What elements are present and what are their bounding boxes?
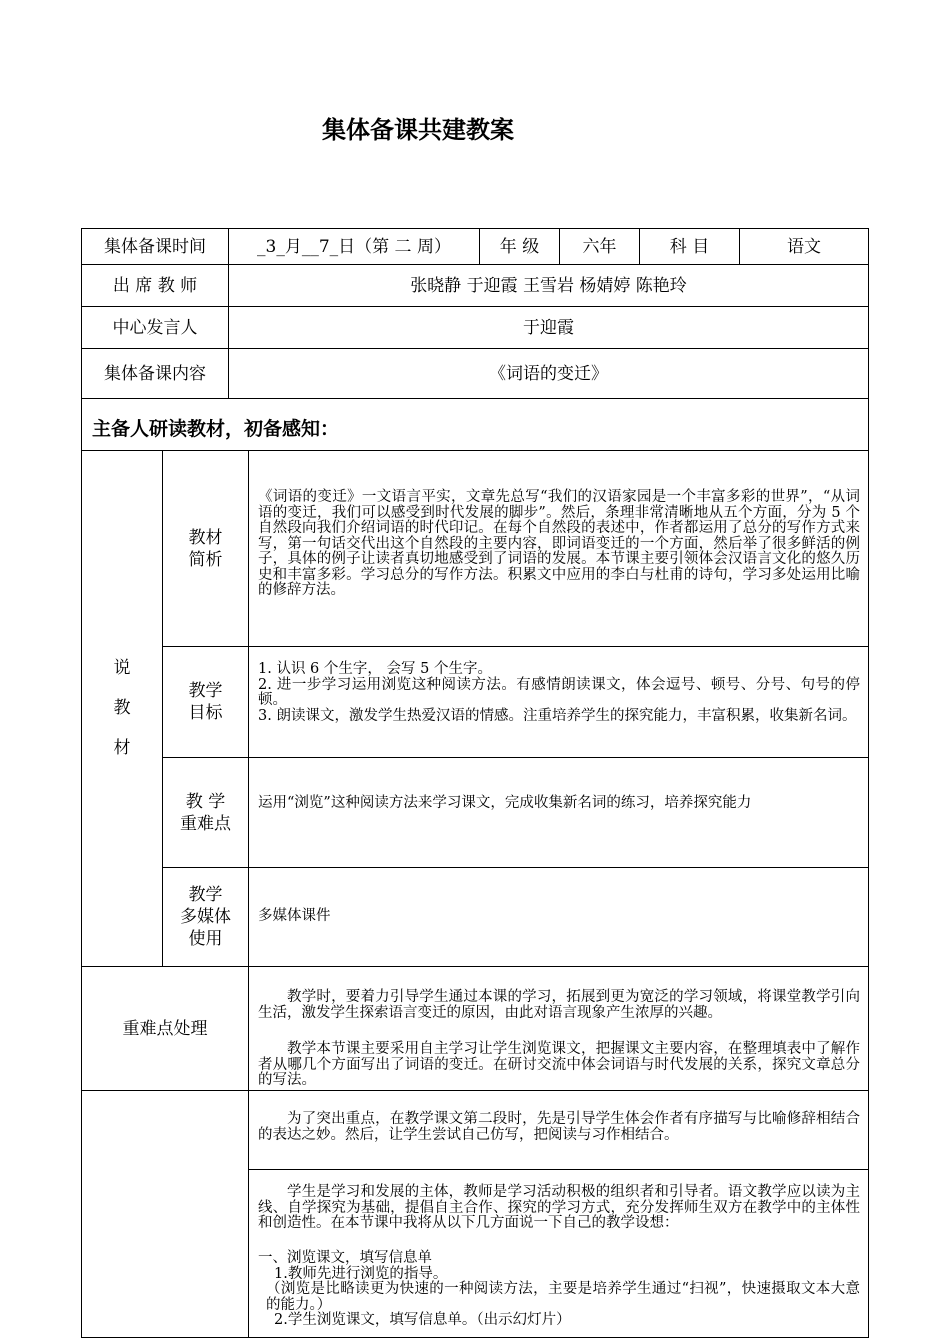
difficulty-label: 重难点处理 (122, 1018, 208, 1039)
side-label (107, 648, 137, 768)
table-rule (162, 867, 868, 868)
design-list-item: 一、浏览课文，填写信息单 (258, 1250, 432, 1266)
goals-label-line: 教学 (188, 681, 223, 701)
table-rule (162, 757, 868, 758)
textbook-label (163, 451, 248, 646)
design-list-item: 1.教师先进行浏览的指导。 (274, 1265, 448, 1282)
goal-item: 1. 认识 6 个生字， 会写 5 个生字。 (258, 661, 492, 677)
time-value: _3_月__7_日（第 二 周） (257, 236, 451, 257)
content-label: 集体备课内容 (104, 363, 206, 384)
keypoints-label (163, 758, 248, 867)
time-label: 集体备课时间 (104, 236, 206, 257)
goals-label (163, 647, 248, 757)
media-label (163, 868, 248, 966)
media-text: 多媒体课件 (258, 908, 331, 924)
design-list (258, 1251, 860, 1329)
table-rule (81, 398, 868, 399)
side-label-char: 材 (113, 738, 131, 758)
goals-label-line: 目标 (188, 703, 223, 723)
media-label-line: 教学 (188, 885, 223, 905)
goal-item: 3. 朗读课文，激发学生热爱汉语的情感。注重培养学生的探究能力，丰富积累，收集新名词。 (258, 707, 857, 724)
speaker-label: 中心发言人 (112, 317, 198, 338)
side-label-char: 说 (113, 658, 131, 678)
difficulty-p1: 教学时，要着力引导学生通过本课的学习，拓展到更为宽泛的学习领域，将课堂教学引向生活，激发学生探索语言变迁的原因，由此对语言现象产生浓厚的兴趣。 (258, 989, 860, 1021)
table-rule (248, 1169, 868, 1170)
table-rule (81, 1337, 868, 1338)
table-rule (162, 646, 868, 647)
keypoints-text: 运用“浏览”这种阅读方法来学习课文，完成收集新名词的练习，培养探究能力 (258, 795, 752, 811)
design-p1: 为了突出重点，在教学课文第二段时，先是引导学生体会作者有序描写与比喻修辞相结合的表达之妙。然后，让学生尝试自己仿写，把阅读与习作相结合。 (258, 1111, 860, 1143)
design-list-item: （浏览是比略读更为快速的一种阅读方法，主要是培养学生通过“扫视”，快速摄取文本大意的能力。） (266, 1281, 860, 1313)
grade-value: 六年 (582, 236, 617, 257)
table-rule (81, 1090, 868, 1091)
subject-value: 语文 (787, 236, 821, 257)
subject-label: 科 目 (669, 236, 710, 257)
table-rule (248, 450, 249, 1338)
attendees-value: 张晓静 于迎霞 王雪岩 杨婧婷 陈艳玲 (410, 275, 687, 296)
side-label-char: 教 (113, 698, 131, 718)
media-label-line: 多媒体 (180, 907, 231, 927)
speaker-value: 于迎霞 (523, 317, 574, 338)
textbook-text: 《词语的变迁》一文语言平实，文章先总写“我们的汉语家园是一个丰富多彩的世界”，“从词语的变迁，我们可以感受到时代发展的脚步”。然后，条理非常清晰地从五个方面，分为 5 个自然段向我们介绍词语的时代印记。在每个自然段的表述中，作者都运用了总分的写作方式来写，第一句话交代出这个自然段的主要内容，即词语变迁的一个方面，然后举了很多鲜活的例子，具体的例子让读者真切地感受到了词语的发展。本节课主要引领体会汉语言文化的悠久历史和丰富多彩。学习总分的写作方法。积累文中应用的李白与杜甫的诗句，学习多处运用比喻的修辞方法。 (258, 489, 860, 598)
difficulty-p2: 教学本节课主要采用自主学习让学生浏览课文，把握课文主要内容，在整理填表中了解作者从哪几个方面写出了词语的变迁。在研讨交流中体会词语与时代发展的关系，探究文章总分的写法。 (258, 1041, 860, 1088)
design-p2: 学生是学习和发展的主体，教师是学习活动积极的组织者和引导者。语文教学应以读为主线、自学探究为基础，提倡自主合作、探究的学习方式，充分发挥师生双方在教学中的主体性和创造性。在本节课中我将从以下几方面说一下自己的教学设想： (258, 1184, 860, 1231)
section-heading: 主备人研读教材，初备感知： (92, 418, 340, 440)
table-rule (868, 228, 869, 1338)
textbook-label-line: 教材 (188, 527, 223, 548)
keypoints-label-line: 重难点 (180, 813, 231, 834)
content-value: 《词语的变迁》 (489, 363, 608, 384)
textbook-label-line: 简析 (188, 549, 223, 570)
attendees-label: 出 席 教 师 (112, 275, 198, 296)
media-label-line: 使用 (188, 929, 223, 949)
goal-item: 2. 进一步学习运用浏览这种阅读方法。有感情朗读课文，体会逗号、顿号、分号、句号的停顿。 (258, 676, 860, 708)
design-list-item: 2.学生浏览课文，填写信息单。（出示幻灯片） (274, 1312, 571, 1328)
page-title: 集体备课共建教案 (322, 116, 514, 144)
keypoints-label-line: 教 学 (185, 791, 226, 812)
goals-text (258, 662, 860, 724)
grade-label: 年 级 (499, 236, 540, 257)
